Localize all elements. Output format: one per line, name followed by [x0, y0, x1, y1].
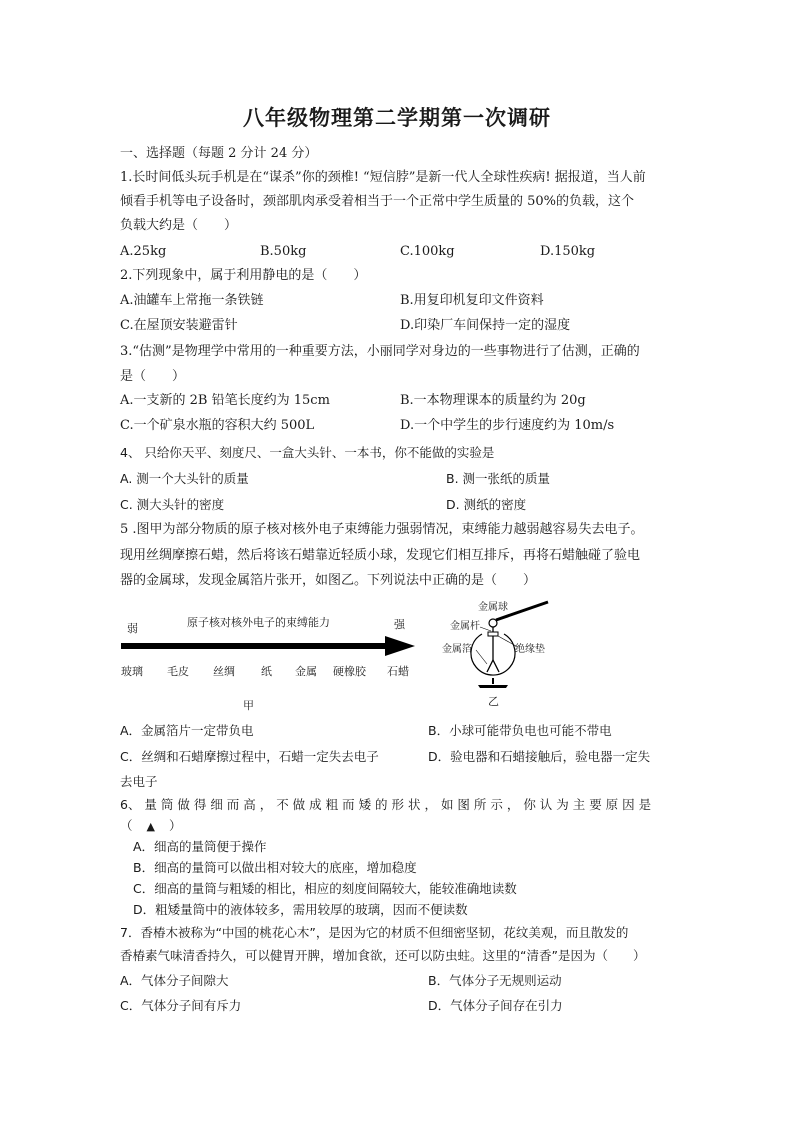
q1-option-a: A.25kg — [120, 244, 167, 259]
arrow-label: 原子核对核外电子的束缚能力 — [187, 616, 330, 629]
q5-stem-line-3: 器的金属球，发现金属箔片张开，如图乙。下列说法中正确的是（ ） — [120, 573, 537, 588]
label-leader-foil — [476, 650, 487, 664]
material-label: 纸 — [261, 665, 272, 678]
q4-option-d: D. 测纸的密度 — [446, 497, 527, 512]
pad-label: 绝缘垫 — [515, 644, 545, 655]
label-leader-pad — [498, 636, 516, 646]
figure-electroscope — [438, 598, 598, 710]
q5-option-c: C．丝绸和石蜡摩擦过程中，石蜡一定失去电子 — [120, 749, 379, 764]
q5-stem-line-1: 5 .图甲为部分物质的原子核对核外电子束缚能力强弱情况，束缚能力越弱越容易失去电子。 — [120, 522, 644, 537]
q7-option-c: C．气体分子间有斥力 — [120, 998, 242, 1013]
page-title: 八年级物理第二学期第一次调研 — [243, 106, 551, 130]
q1-stem-line-3: 负载大约是（ ） — [120, 218, 238, 233]
q2-option-c: C.在屋顶安装避雷针 — [120, 318, 238, 333]
material-label: 石蜡 — [387, 665, 409, 678]
q6-option-b: B．细高的量筒可以做出相对较大的底座，增加稳度 — [133, 860, 417, 875]
q1-option-d: D.150kg — [540, 244, 596, 259]
q3-option-c: C.一个矿泉水瓶的容积大约 500L — [120, 418, 315, 433]
q7-stem-line-1: 7．香椿木被称为“中国的桃花心木”，是因为它的材质不但细密坚韧，花纹美观，而且散发的 — [120, 925, 629, 940]
figure-b-caption: 乙 — [488, 695, 499, 708]
stand-base — [478, 685, 508, 688]
q3-stem-line-2: 是（ ） — [120, 369, 186, 384]
q2-option-b: B.用复印机复印文件资料 — [400, 293, 544, 308]
q6-stem-line-1: 6、 量 筒 做 得 细 而 高 ， 不 做 成 粗 而 矮 的 形 状 ， 如 图 所 示 ， 你 认 为 主 要 原 因 是 — [120, 797, 652, 812]
q3-option-a: A.一支新的 2B 铅笔长度约为 15cm — [120, 393, 330, 408]
q6-option-d: D．粗矮量筒中的液体较多，需用较厚的玻璃，因而不便读数 — [133, 902, 468, 917]
figure-a-caption: 甲 — [243, 699, 254, 712]
insulating-pad — [488, 632, 498, 636]
q4-option-c: C. 测大头针的密度 — [120, 497, 225, 512]
foil-label: 金属箔 — [442, 644, 472, 655]
q7-stem-line-2: 香椿素气味清香持久，可以健胃开脾，增加食欲，还可以防虫蛀。这里的“清香”是因为（ ） — [120, 948, 646, 963]
q3-option-d: D.一个中学生的步行速度约为 10m/s — [400, 418, 615, 433]
q3-stem-line-1: 3.“估测”是物理学中常用的一种重要方法，小丽同学对身边的一些事物进行了估测，正确的 — [120, 344, 640, 359]
material-label: 毛皮 — [167, 665, 189, 678]
q4-option-b: B. 测一张纸的质量 — [446, 471, 551, 486]
foil-left — [487, 660, 493, 672]
q5-option-d-continued: 去电子 — [120, 774, 158, 789]
section-heading: 一、选择题（每题 2 分计 24 分） — [120, 146, 318, 161]
q1-option-c: C.100kg — [400, 244, 455, 259]
q6-option-a: A．细高的量筒便于操作 — [133, 839, 267, 854]
q1-option-b: B.50kg — [260, 244, 307, 259]
q1-stem-line-1: 1.长时间低头玩手机是在“谋杀”你的颈椎! “短信脖”是新一代人全球性疾病! 据报道，当人前 — [120, 170, 646, 185]
rod-label: 金属杆 — [450, 621, 480, 632]
q7-option-a: A．气体分子间隙大 — [120, 973, 229, 988]
answer-blank-mark: ▲ — [146, 820, 155, 833]
q6-option-c: C．细高的量筒与粗矮的相比，相应的刻度间隔较大，能较准确地读数 — [133, 881, 517, 896]
material-label: 金属 — [295, 665, 317, 678]
q5-option-a: A．金属箔片一定带负电 — [120, 723, 254, 738]
weak-label: 弱 — [127, 622, 138, 635]
q7-option-b: B．气体分子无规则运动 — [428, 973, 562, 988]
q4-option-a: A. 测一个大头针的质量 — [120, 471, 249, 486]
material-label: 玻璃 — [121, 665, 143, 678]
q5-option-d: D．验电器和石蜡接触后，验电器一定失 — [428, 749, 651, 764]
q7-option-d: D．气体分子间存在引力 — [428, 998, 563, 1013]
q1-stem-line-2: 倾看手机等电子设备时，颈部肌肉承受着相当于一个正常中学生质量的 50%的负载，这个 — [120, 194, 635, 209]
label-leader-rod — [480, 627, 491, 631]
q5-option-b: B．小球可能带负电也可能不带电 — [428, 723, 612, 738]
material-label: 丝绸 — [213, 665, 235, 678]
q5-stem-line-2: 现用丝绸摩擦石蜡，然后将该石蜡靠近轻质小球，发现它们相互排斥，再将石蜡触碰了验电 — [120, 548, 641, 563]
ball-label: 金属球 — [478, 602, 508, 613]
q2-option-d: D.印染厂车间保持一定的湿度 — [400, 318, 571, 333]
foil-right — [493, 660, 499, 672]
material-label: 硬橡胶 — [333, 665, 366, 678]
q3-option-b: B.一本物理课本的质量约为 20g — [400, 393, 586, 408]
q2-stem: 2.下列现象中，属于利用静电的是（ ） — [120, 268, 367, 283]
q4-stem: 4、 只给你天平、刻度尺、一盒大头针、一本书，你不能做的实验是 — [120, 445, 495, 460]
q6-paren-close: ） — [168, 818, 182, 833]
q6-paren-open: （ — [120, 818, 133, 833]
strong-label: 强 — [394, 618, 405, 631]
metal-ball — [489, 619, 497, 627]
q6-stem-line-2 — [120, 818, 181, 835]
arrow-head — [385, 636, 415, 656]
arrow-shaft — [121, 643, 393, 649]
figure-binding-ability — [115, 605, 425, 715]
q2-option-a: A.油罐车上常拖一条铁链 — [120, 293, 264, 308]
